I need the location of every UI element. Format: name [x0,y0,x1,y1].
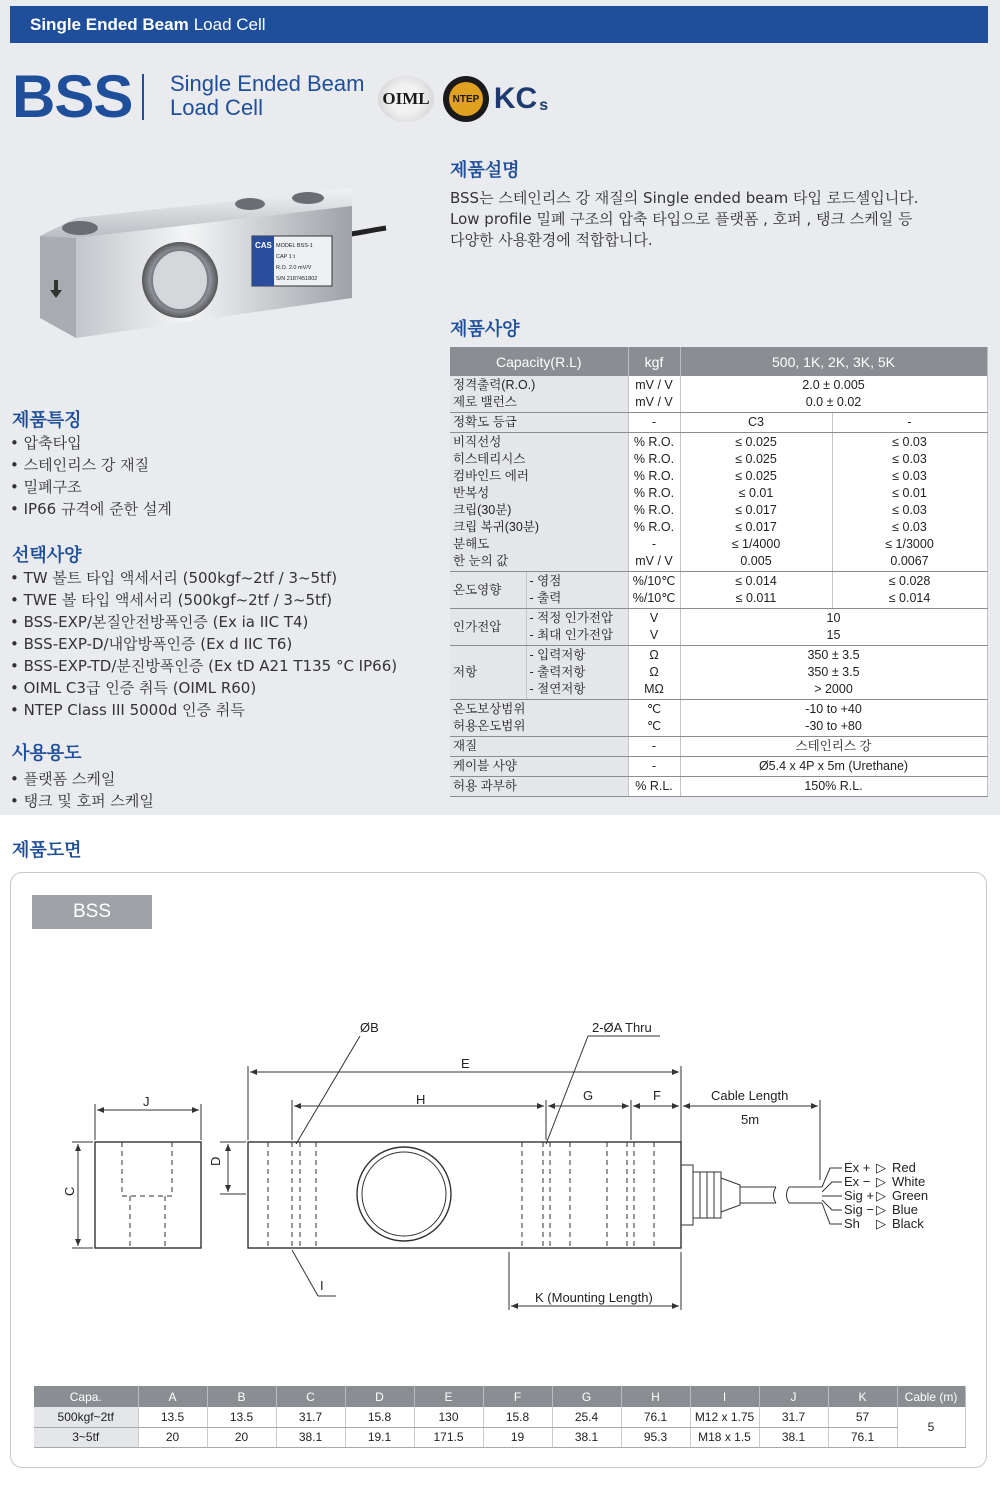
label-cap: CAP 1 t [276,254,295,260]
spec-value: 10 15 [680,609,987,646]
spec-value: -10 to +40 -30 to +80 [680,700,987,737]
usage-item: • 플랫폼 스케일 [10,768,154,790]
spec-value: ≤ 0.03 ≤ 0.03 ≤ 0.03 ≤ 0.01 ≤ 0.03 ≤ 0.03 ≤ 1/3000 0.0067 [832,433,987,572]
spec-label: 재질 [450,737,628,757]
svg-text:▷: ▷ [876,1202,886,1217]
spec-header-row [450,347,987,376]
spec-unit: % R.L. [628,777,680,797]
dim-header: C [276,1386,345,1407]
option-item: • NTEP Class III 5000d 인증 취득 [10,699,397,721]
model-desc-line2: Load Cell [170,95,263,120]
dimension-table [34,1386,966,1448]
dim-header: F [483,1386,552,1407]
features-title: 제품특징 [12,410,82,431]
model-desc-line1: Single Ended Beam [170,71,365,96]
technical-drawing [0,1010,1000,1320]
description-line: BSS는 스테인리스 강 재질의 Single ended beam 타입 로드셀입니다. [450,189,919,207]
dim-cell: 31.7 [759,1407,828,1427]
spec-label: 저항 [450,646,526,700]
spec-unit: - [628,737,680,757]
description-line: Low profile 밀폐 구조의 압축 타입으로 플랫폼 , 호퍼 , 탱크 스케일 등 [450,210,913,228]
wire-signal: Sig − [844,1202,874,1217]
dim-cell: 3~5tf [34,1427,138,1447]
svg-text:▷: ▷ [876,1174,886,1189]
wire-color: Black [892,1216,924,1231]
dim-header: Capa. [34,1386,138,1407]
dim-header: I [690,1386,759,1407]
description-text [450,188,990,251]
dim-cell: 95.3 [621,1427,690,1447]
svg-text:▷: ▷ [876,1160,886,1175]
spec-value: 스테인리스 강 [680,737,987,757]
option-item: • BSS-EXP-TD/분진방폭인증 (Ex tD A21 T135 °C IP66) [10,655,397,677]
header-title-rest: Load Cell [193,14,266,34]
usage-list [10,768,154,812]
label-F: F [653,1088,661,1103]
spec-row [450,757,987,777]
spec-value: C3 [680,413,832,433]
spec-header: 500, 1K, 2K, 3K, 5K [680,347,987,376]
dim-cell: 76.1 [828,1427,897,1447]
label-D: D [208,1156,223,1166]
dim-cable-cell: 5 [897,1407,965,1447]
label-H: H [416,1092,426,1107]
spec-unit: - [628,757,680,777]
dim-header: E [414,1386,483,1407]
spec-row [450,777,987,797]
model-description [170,72,364,120]
dim-cell: 171.5 [414,1427,483,1447]
options-title: 선택사양 [12,545,82,566]
spec-value: 350 ± 3.5 350 ± 3.5 > 2000 [680,646,987,700]
label-model: MODEL BSS-1 [276,243,313,249]
spec-value: 150% R.L. [680,777,987,797]
spec-header: Capacity(R.L) [450,347,628,376]
feature-item: • 압축타입 [10,432,172,454]
kc-logo: KC s [493,82,549,115]
label-sn: S/N 2187451802 [276,276,318,282]
spec-table [450,347,988,797]
wire-signal: Ex − [844,1174,871,1189]
spec-value: 2.0 ± 0.005 0.0 ± 0.02 [680,376,987,413]
dim-cell: 20 [207,1427,276,1447]
feature-item: • IP66 규격에 준한 설계 [10,498,172,520]
spec-unit: V V [628,609,680,646]
model-name: BSS [12,63,133,130]
spec-title: 제품사양 [450,319,520,340]
label-I: I [320,1278,324,1293]
wire-color: Blue [892,1202,919,1217]
spec-header: kgf [628,347,680,376]
spec-label: 정격출력(R.O.) 제로 밸런스 [450,376,628,413]
header-title-bold: Single Ended Beam [30,14,189,34]
dim-header: Cable (m) [897,1386,965,1407]
label-phiB: ØB [360,1020,379,1035]
dim-cell: 20 [138,1427,207,1447]
dim-cell: 19 [483,1427,552,1447]
label-cable-length: Cable Length [711,1088,789,1103]
dim-cell: M12 x 1.75 [690,1407,759,1427]
spec-row [450,376,987,413]
label-J: J [143,1094,150,1109]
dim-cell: 19.1 [345,1427,414,1447]
dim-header: H [621,1386,690,1407]
label-5m: 5m [741,1112,760,1127]
spec-unit: ℃ ℃ [628,700,680,737]
spec-label: 비직선성 히스테리시스 컴바인드 에러 반복성 크립(30분) 크립 복귀(30분) 분해도 한 눈의 값 [450,433,628,572]
spec-label: 케이블 사양 [450,757,628,777]
dim-cell: 57 [828,1407,897,1427]
oiml-logo: OIML [378,76,434,122]
dim-header: J [759,1386,828,1407]
dim-cell: 31.7 [276,1407,345,1427]
spec-value: - [832,413,987,433]
label-brand: CAS [255,241,272,250]
product-photo [36,186,396,346]
usage-item: • 탱크 및 호퍼 스케일 [10,790,154,812]
option-item: • TW 볼트 타입 액세서리 (500kgf~2tf / 3~5tf) [10,567,397,589]
spec-row [450,737,987,757]
label-E: E [461,1056,470,1071]
wire-color: White [892,1174,926,1189]
dim-header: K [828,1386,897,1407]
dim-cell: 500kgf~2tf [34,1407,138,1427]
feature-item: • 스테인리스 강 재질 [10,454,172,476]
spec-row [450,572,987,609]
option-item: • BSS-EXP-D/내압방폭인증 (Ex d IIC T6) [10,633,397,655]
model-divider [142,74,144,120]
label-C: C [62,1186,77,1196]
dim-header: B [207,1386,276,1407]
wire-signal: Sh [844,1216,860,1231]
spec-row [450,646,987,700]
spec-label: 정확도 등급 [450,413,628,433]
features-list [10,432,172,520]
label-thru: 2-ØA Thru [592,1020,652,1035]
dim-cell: M18 x 1.5 [690,1427,759,1447]
spec-row [450,413,987,433]
wire-color: Green [892,1188,929,1203]
dim-header: A [138,1386,207,1407]
spec-unit: Ω Ω MΩ [628,646,680,700]
description-title: 제품설명 [450,160,520,181]
wire-color: Red [892,1160,916,1175]
spec-label: 허용 과부하 [450,777,628,797]
spec-row [450,700,987,737]
ntep-logo: NTEP [443,76,489,122]
description-line: 다양한 사용환경에 적합합니다. [450,231,653,249]
option-item: • BSS-EXP/본질안전방폭인증 (Ex ia IIC T4) [10,611,397,633]
spec-row [450,609,987,646]
spec-row [450,433,987,572]
spec-sublabel: - 입력저항 - 출력저항 - 절연저항 [526,646,628,700]
spec-value: ≤ 0.028 ≤ 0.014 [832,572,987,609]
dim-cell: 25.4 [552,1407,621,1427]
spec-label: 온도영향 [450,572,526,609]
feature-item: • 밀폐구조 [10,476,172,498]
spec-unit: % R.O. % R.O. % R.O. % R.O. % R.O. % R.O. - mV / V [628,433,680,572]
dim-header: D [345,1386,414,1407]
drawing-tag: BSS [32,895,152,929]
spec-label: 인가전압 [450,609,526,646]
drawing-title: 제품도면 [12,840,82,861]
spec-sublabel: - 영점 - 출력 [526,572,628,609]
dim-cell: 38.1 [759,1427,828,1447]
svg-text:▷: ▷ [876,1188,886,1203]
label-K: K (Mounting Length) [535,1290,653,1305]
dim-cell: 76.1 [621,1407,690,1427]
dim-cell: 13.5 [138,1407,207,1427]
spec-value: ≤ 0.025 ≤ 0.025 ≤ 0.025 ≤ 0.01 ≤ 0.017 ≤ 0.017 ≤ 1/4000 0.005 [680,433,832,572]
dim-cell: 38.1 [276,1427,345,1447]
dim-cell: 13.5 [207,1407,276,1427]
spec-value: ≤ 0.014 ≤ 0.011 [680,572,832,609]
svg-text:▷: ▷ [876,1216,886,1231]
dim-cell: 38.1 [552,1427,621,1447]
dim-cell: 130 [414,1407,483,1427]
label-ro: R.O. 2.0 mV/V [276,265,312,271]
usage-title: 사용용도 [12,743,82,764]
dim-cell: 15.8 [345,1407,414,1427]
spec-unit: - [628,413,680,433]
option-item: • OIML C3급 인증 취득 (OIML R60) [10,677,397,699]
spec-unit: mV / V mV / V [628,376,680,413]
dimension-row [34,1427,965,1447]
spec-label: 온도보상범위 허용온도범위 [450,700,628,737]
label-G: G [583,1088,594,1103]
dim-cell: 15.8 [483,1407,552,1427]
wire-signal: Sig + [844,1188,874,1203]
dim-header: G [552,1386,621,1407]
header-bar [10,6,988,43]
dimension-row [34,1407,965,1427]
wire-signal: Ex + [844,1160,871,1175]
options-list [10,567,397,721]
spec-unit: %/10℃ %/10℃ [628,572,680,609]
dimension-header-row [34,1386,965,1407]
spec-sublabel: - 적정 인가전압 - 최대 인가전압 [526,609,628,646]
spec-value: Ø5.4 x 4P x 5m (Urethane) [680,757,987,777]
option-item: • TWE 볼 타입 액세서리 (500kgf~2tf / 3~5tf) [10,589,397,611]
